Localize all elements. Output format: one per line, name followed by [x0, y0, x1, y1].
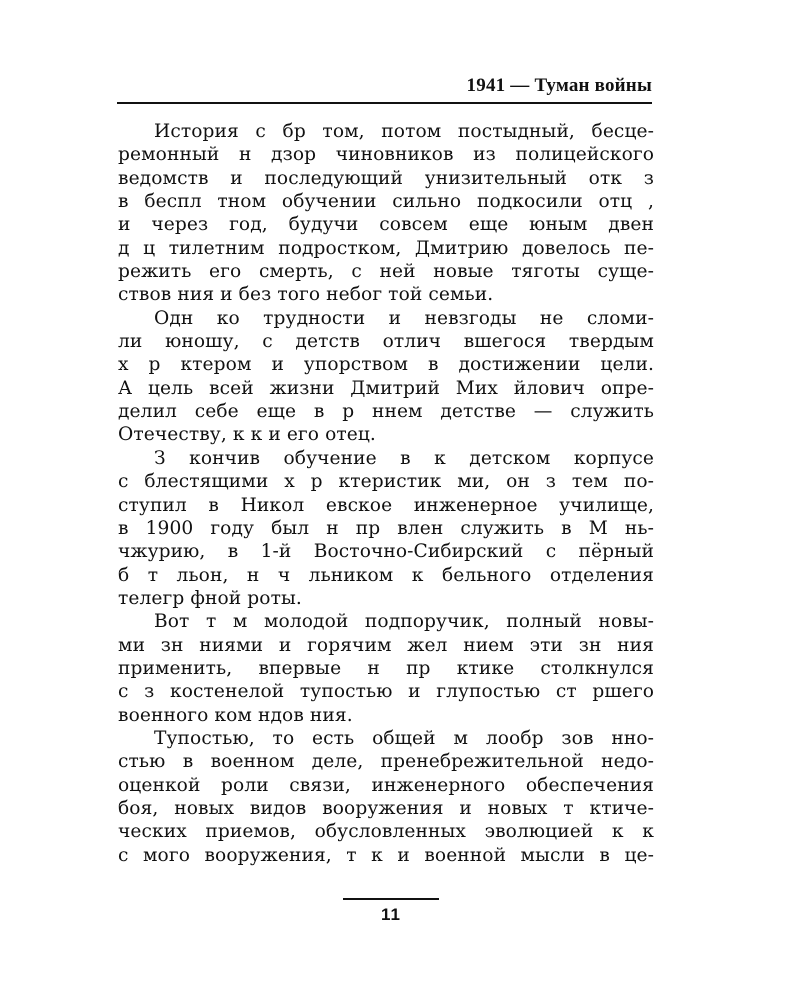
body-text — [118, 120, 654, 867]
text-line: чжурию, в 1-й Восточно-Сибирский с пёрный — [118, 541, 654, 563]
text-line: д ц тилетним подростком, Дмитрию довелось пе- — [118, 237, 654, 259]
text-line: с мого вооружения, т к и военной мысли в це- — [118, 844, 654, 866]
text-line: с з костенелой тупостью и глупостью ст ршего — [118, 681, 654, 703]
text-line: с блестящими х р ктеристик ми, он з тем по- — [118, 471, 654, 493]
text-line: стью в военном деле, пренебрежительной недо- — [118, 751, 654, 773]
text-line: применить, впервые н пр ктике столкнулся — [118, 657, 654, 679]
footer-rule — [343, 898, 439, 900]
text-line: военного ком ндов ния. — [118, 704, 353, 726]
text-line: ствов ния и без того небог той семьи. — [118, 284, 494, 306]
text-line: оценкой роли связи, инженерного обеспечения — [118, 774, 654, 796]
text-line: делил себе еще в р ннем детстве — служить — [118, 401, 654, 423]
text-line: Вот т м молодой подпоручик, полный новы- — [154, 611, 654, 633]
text-line: А цель всей жизни Дмитрий Мих йлович опре- — [118, 377, 654, 399]
paragraph — [118, 727, 654, 867]
text-line: История с бр том, потом постыдный, бесце- — [154, 121, 654, 142]
text-line: З кончив обучение в к детском корпусе — [154, 447, 654, 469]
text-line: б т льон, н ч льником к бельного отделения — [118, 564, 654, 586]
text-line: боя, новых видов вооружения и новых т ктиче- — [118, 797, 654, 819]
text-line: Тупостью, то есть общей м лообр зов нно- — [154, 727, 654, 749]
text-line: х р ктером и упорством в достижении цели. — [118, 354, 654, 376]
running-title: 1941 — Туман войны — [466, 75, 652, 96]
text-line: в беспл тном обучении сильно подкосили отц , — [118, 191, 654, 213]
paragraph — [118, 120, 654, 307]
text-line: и через год, будучи совсем еще юным двен — [118, 214, 654, 236]
text-line: ли юношу, с детств отлич вшегося твердым — [118, 331, 654, 353]
text-line: в 1900 году был н пр влен служить в М нь- — [118, 517, 654, 539]
page-number: 11 — [381, 905, 401, 924]
paragraph — [118, 447, 654, 610]
text-line: ми зн ниями и горячим жел нием эти зн ния — [118, 634, 654, 656]
text-line: Отечеству, к к и его отец. — [118, 424, 376, 446]
text-line: режить его смерть, с ней новые тяготы суще- — [118, 261, 654, 283]
paragraph — [118, 307, 654, 447]
paragraph — [118, 610, 654, 727]
text-line: ремонный н дзор чиновников из полицейского — [118, 144, 654, 166]
text-line: Одн ко трудности и невзгоды не сломи- — [154, 307, 654, 329]
text-line: ческих приемов, обусловленных эволюцией к к — [118, 821, 654, 843]
text-line: телегр фной роты. — [118, 587, 302, 609]
header-rule — [117, 102, 652, 104]
text-line: ведомств и последующий унизительный отк з — [118, 167, 654, 189]
text-line: ступил в Никол евское инженерное училище, — [118, 494, 654, 516]
